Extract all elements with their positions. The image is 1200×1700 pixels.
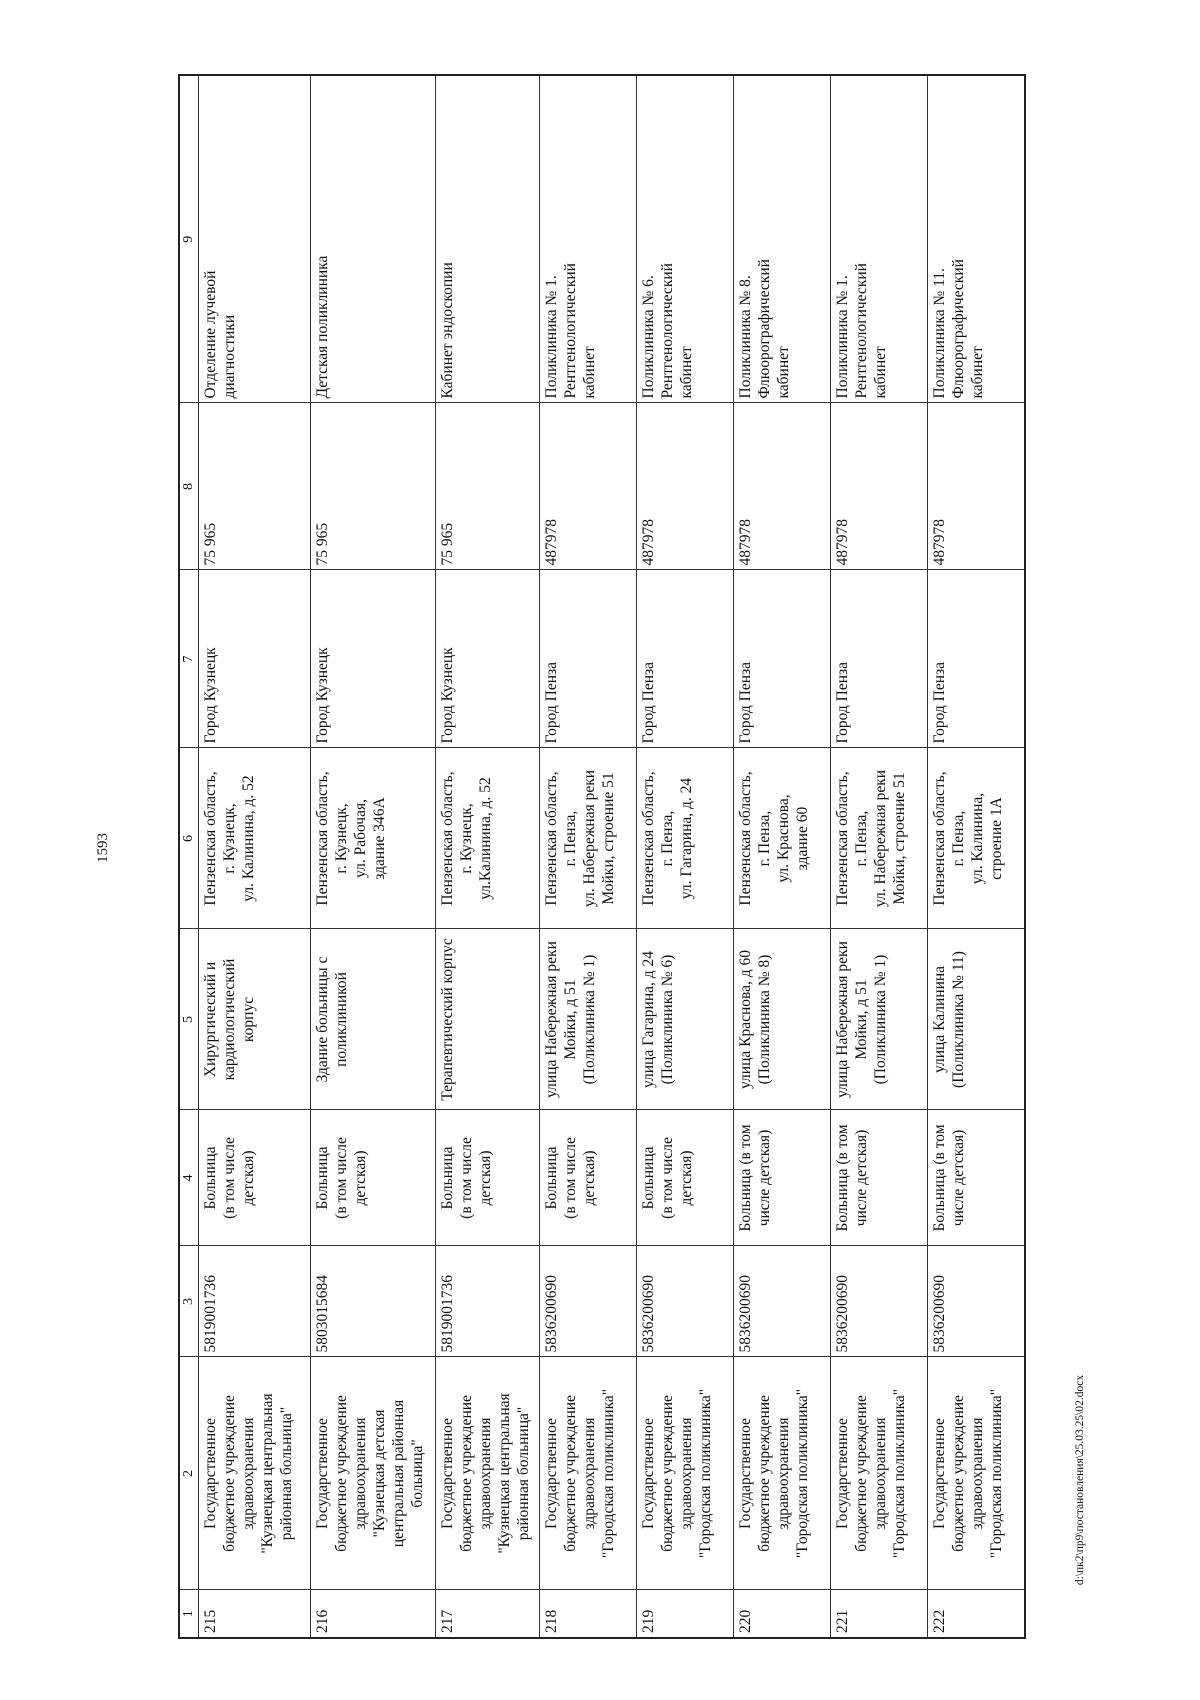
institution-type: Больница (в том числе детская) <box>734 1110 831 1246</box>
settlement: Город Кузнецк <box>199 570 311 748</box>
table-row <box>831 75 928 1638</box>
column-header: 7 <box>179 570 199 748</box>
inn-value: 5836200690 <box>734 1246 831 1357</box>
organization-name: Государственное бюджетное учреждение здравоохранения "Городская поликлиника" <box>831 1357 928 1590</box>
row-number: 215 <box>199 1590 311 1638</box>
rotated-table-frame <box>178 76 1026 1639</box>
table-row <box>928 75 1025 1638</box>
column-header: 3 <box>179 1246 199 1357</box>
table-container <box>178 76 1026 1639</box>
row-number: 222 <box>928 1590 1025 1638</box>
unit-name: Кабинет эндоскопии <box>435 75 539 403</box>
okato-code: 75 965 <box>310 403 435 570</box>
institution-type: Больница (в том числе детская) <box>199 1110 311 1246</box>
registry-table <box>178 74 1026 1639</box>
okato-code: 487978 <box>540 403 637 570</box>
object-name: Здание больницы с поликлиникой <box>310 929 435 1110</box>
column-header: 6 <box>179 748 199 929</box>
organization-name: Государственное бюджетное учреждение здравоохранения "Городская поликлиника" <box>637 1357 734 1590</box>
document-file-path: d:\пк2\пр9\постановления\25.03.25\02.docx <box>1074 1374 1086 1586</box>
row-number: 217 <box>435 1590 539 1638</box>
institution-type: Больница (в том числе детская) <box>831 1110 928 1246</box>
institution-type: Больница (в том числе детская) <box>540 1110 637 1246</box>
address: Пензенская область, г. Пенза, ул. Набережная реки Мойки, строение 51 <box>831 748 928 929</box>
inn-value: 5836200690 <box>637 1246 734 1357</box>
column-header: 2 <box>179 1357 199 1590</box>
institution-type: Больница (в том числе детская) <box>928 1110 1025 1246</box>
table-row <box>310 75 435 1638</box>
inn-value: 5836200690 <box>540 1246 637 1357</box>
inn-value: 5803015684 <box>310 1246 435 1357</box>
settlement: Город Кузнецк <box>435 570 539 748</box>
okato-code: 487978 <box>637 403 734 570</box>
object-name: улица Набережная реки Мойки, д 51 (Поликлиника № 1) <box>831 929 928 1110</box>
page-number: 1593 <box>95 833 111 863</box>
object-name: улица Набережная реки Мойки, д 51 (Поликлиника № 1) <box>540 929 637 1110</box>
row-number: 216 <box>310 1590 435 1638</box>
address: Пензенская область, г. Пенза, ул. Набережная реки Мойки, строение 51 <box>540 748 637 929</box>
inn-value: 5836200690 <box>831 1246 928 1357</box>
table-row <box>435 75 539 1638</box>
organization-name: Государственное бюджетное учреждение здравоохранения "Кузнецкая детская центральная районная больница" <box>310 1357 435 1590</box>
organization-name: Государственное бюджетное учреждение здравоохранения "Кузнецкая центральная районная больница" <box>199 1357 311 1590</box>
object-name: Терапевтический корпус <box>435 929 539 1110</box>
inn-value: 5836200690 <box>928 1246 1025 1357</box>
row-number: 221 <box>831 1590 928 1638</box>
unit-name: Отделение лучевой диагностики <box>199 75 311 403</box>
unit-name: Поликлиника № 8. Флюорографический кабинет <box>734 75 831 403</box>
institution-type: Больница (в том числе детская) <box>435 1110 539 1246</box>
column-header: 5 <box>179 929 199 1110</box>
settlement: Город Пенза <box>540 570 637 748</box>
row-number: 218 <box>540 1590 637 1638</box>
settlement: Город Пенза <box>734 570 831 748</box>
address: Пензенская область, г. Кузнецк, ул.Калинина, д. 52 <box>435 748 539 929</box>
settlement: Город Пенза <box>831 570 928 748</box>
unit-name: Детская поликлиника <box>310 75 435 403</box>
address: Пензенская область, г. Пенза, ул. Калинина, строение 1А <box>928 748 1025 929</box>
address: Пензенская область, г. Кузнецк, ул. Рабочая, здание 346А <box>310 748 435 929</box>
table-row <box>637 75 734 1638</box>
okato-code: 487978 <box>928 403 1025 570</box>
object-name: улица Калинина (Поликлиника № 11) <box>928 929 1025 1110</box>
address: Пензенская область, г. Пенза, ул. Гагарина, д. 24 <box>637 748 734 929</box>
address: Пензенская область, г. Кузнецк, ул. Калинина, д. 52 <box>199 748 311 929</box>
address: Пензенская область, г. Пенза, ул. Краснова, здание 60 <box>734 748 831 929</box>
settlement: Город Пенза <box>928 570 1025 748</box>
object-name: улица Гагарина, д 24 (Поликлиника № 6) <box>637 929 734 1110</box>
okato-code: 487978 <box>734 403 831 570</box>
inn-value: 5819001736 <box>199 1246 311 1357</box>
header-row <box>179 75 199 1638</box>
row-number: 220 <box>734 1590 831 1638</box>
table-row <box>199 75 311 1638</box>
column-header: 9 <box>179 75 199 403</box>
organization-name: Государственное бюджетное учреждение здравоохранения "Городская поликлиника" <box>734 1357 831 1590</box>
organization-name: Государственное бюджетное учреждение здравоохранения "Кузнецкая центральная районная больница" <box>435 1357 539 1590</box>
unit-name: Поликлиника № 11. Флюорографический кабинет <box>928 75 1025 403</box>
unit-name: Поликлиника № 6. Рентгенологический кабинет <box>637 75 734 403</box>
unit-name: Поликлиника № 1. Рентгенологический кабинет <box>831 75 928 403</box>
organization-name: Государственное бюджетное учреждение здравоохранения "Городская поликлиника" <box>540 1357 637 1590</box>
column-header: 8 <box>179 403 199 570</box>
settlement: Город Пенза <box>637 570 734 748</box>
institution-type: Больница (в том числе детская) <box>637 1110 734 1246</box>
object-name: улица Краснова, д 60 (Поликлиника № 8) <box>734 929 831 1110</box>
inn-value: 5819001736 <box>435 1246 539 1357</box>
okato-code: 75 965 <box>199 403 311 570</box>
organization-name: Государственное бюджетное учреждение здравоохранения "Городская поликлиника" <box>928 1357 1025 1590</box>
okato-code: 75 965 <box>435 403 539 570</box>
okato-code: 487978 <box>831 403 928 570</box>
table-row <box>734 75 831 1638</box>
object-name: Хирургический и кардиологический корпус <box>199 929 311 1110</box>
unit-name: Поликлиника № 1. Рентгенологический кабинет <box>540 75 637 403</box>
institution-type: Больница (в том числе детская) <box>310 1110 435 1246</box>
column-header: 1 <box>179 1590 199 1638</box>
table-row <box>540 75 637 1638</box>
column-header: 4 <box>179 1110 199 1246</box>
settlement: Город Кузнецк <box>310 570 435 748</box>
row-number: 219 <box>637 1590 734 1638</box>
